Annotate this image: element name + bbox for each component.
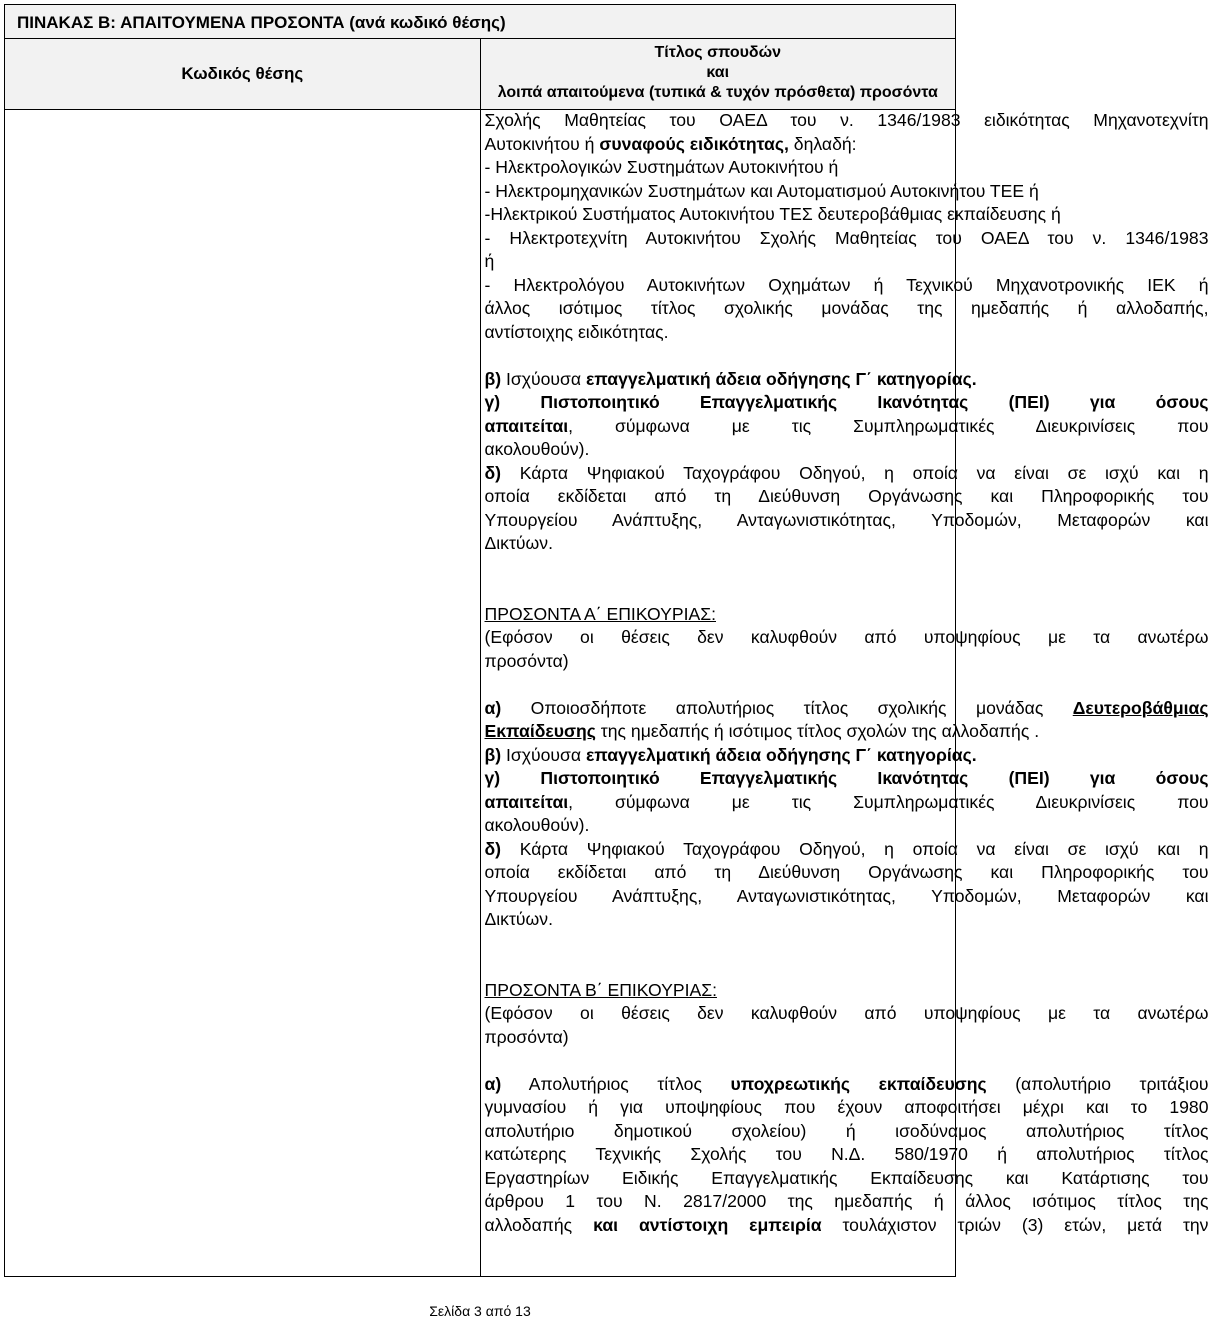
section-a-heading: ΠΡΟΣΟΝΤΑ Α΄ ΕΠΙΚΟΥΡΙΑΣ:: [484, 603, 716, 624]
section-b-item-a: γυμνασίου ή για υποψηφίους που έχουν αποφοιτήσει μέχρι και το 1980: [484, 1097, 1209, 1117]
section-a-item-b: β) Ισχύουσα επαγγελματική άδεια οδήγησης Γ΄ κατηγορίας.: [484, 744, 977, 765]
table-title-cell: [5, 5, 956, 39]
item-g-line: απαιτείται, σύμφωνα με τις Συμπληρωματικές Διευκρινίσεις που: [484, 415, 1209, 436]
section-a-item-d: Υπουργείου Ανάπτυξης, Ανταγωνιστικότητας, Υποδομών, Μεταφορών και: [484, 885, 1209, 906]
section-a-note: (Εφόσον οι θέσεις δεν καλυφθούν από υποψηφίους με τα ανωτέρω: [484, 627, 1209, 647]
section-a-item-g: ακολουθούν).: [484, 815, 590, 835]
text-line: - Ηλεκτρολογικών Συστημάτων Αυτοκινήτου ή: [484, 157, 839, 177]
text-line: -Ηλεκτρικού Συστήματος Αυτοκινήτου ΤΕΣ δευτεροβάθμιας εκπαίδευσης ή: [484, 204, 1061, 224]
text-line: άλλος ισότιμος τίτλος σχολικής μονάδας της ημεδαπής ή αλλοδαπής,: [484, 298, 1209, 318]
position-code-header-label: Κωδικός θέσης: [181, 64, 304, 83]
section-a-note: προσόντα): [484, 650, 569, 671]
section-b-item-a: κατώτερης Τεχνικής Σχολής του Ν.Δ. 580/1970 ή απολυτήριος τίτλος: [484, 1144, 1209, 1164]
qualifications-header-line1: Τίτλος σπουδών: [654, 44, 782, 61]
section-b-note: προσόντα): [484, 1026, 569, 1047]
section-a-item-a: Εκπαίδευσης της ημεδαπής ή ισότιμος τίτλος σχολών της αλλοδαπής .: [484, 721, 1040, 741]
section-a-item-d: οποία εκδίδεται από τη Διεύθυνση Οργάνωσης και Πληροφορικής του: [484, 862, 1209, 882]
text-line: Αυτοκινήτου ή συναφούς ειδικότητας, δηλαδή:: [484, 133, 857, 154]
text-line: αντίστοιχης ειδικότητας.: [484, 321, 669, 342]
page-number: Σελίδα 3 από 13: [429, 1303, 531, 1319]
item-b-license: β) Ισχύουσα επαγγελματική άδεια οδήγησης Γ΄ κατηγορίας.: [484, 368, 977, 389]
section-b-heading: ΠΡΟΣΟΝΤΑ Β΄ ΕΠΙΚΟΥΡΙΑΣ:: [484, 979, 717, 1000]
position-code-header: [5, 39, 481, 110]
qualifications-header-line3: λοιπά απαιτούμενα (τυπικά & τυχόν πρόσθετα) προσόντα: [497, 84, 938, 101]
text-line: - Ηλεκτροτεχνίτη Αυτοκινήτου Σχολής Μαθητείας του ΟΑΕΔ του ν. 1346/1983: [484, 227, 1209, 248]
section-b-item-a: αλλοδαπής και αντίστοιχη εμπειρία τουλάχιστον τριών (3) ετών, μετά την: [484, 1214, 1209, 1235]
section-b-item-a: α) Απολυτήριος τίτλος υποχρεωτικής εκπαίδευσης (απολυτήριο τριτάξιου: [484, 1073, 1209, 1094]
section-b-item-a: άρθρου 1 του Ν. 2817/2000 της ημεδαπής ή άλλος ισότιμος τίτλος της: [484, 1191, 1209, 1211]
position-code-cell: [5, 110, 481, 1277]
section-b-item-a: απολυτήριο δημοτικού σχολείου) ή ισοδύναμος απολυτήριος τίτλος: [484, 1120, 1209, 1141]
qualifications-header: [480, 39, 956, 110]
item-d-line: Δικτύων.: [484, 533, 553, 553]
item-d-line: δ) Κάρτα Ψηφιακού Ταχογράφου Οδηγού, η οποία να είναι σε ισχύ και η: [484, 462, 1209, 483]
item-d-line: Υπουργείου Ανάπτυξης, Ανταγωνιστικότητας, Υποδομών, Μεταφορών και: [484, 509, 1209, 530]
section-a-item-d: δ) Κάρτα Ψηφιακού Ταχογράφου Οδηγού, η οποία να είναι σε ισχύ και η: [484, 838, 1209, 859]
item-d-line: οποία εκδίδεται από τη Διεύθυνση Οργάνωσης και Πληροφορικής του: [484, 486, 1209, 506]
text-line: - Ηλεκτρομηχανικών Συστημάτων και Αυτοματισμού Αυτοκινήτου ΤΕΕ ή: [484, 180, 1039, 201]
text-line: ή: [484, 251, 495, 271]
item-g-line: ακολουθούν).: [484, 439, 590, 459]
qualifications-header-line2: και: [706, 64, 730, 81]
section-b-note: (Εφόσον οι θέσεις δεν καλυφθούν από υποψηφίους με τα ανωτέρω: [484, 1003, 1209, 1023]
table-title: ΠΙΝΑΚΑΣ Β: ΑΠΑΙΤΟΥΜΕΝΑ ΠΡΟΣΟΝΤΑ (ανά κωδικό θέσης): [17, 13, 506, 32]
text-line: Σχολής Μαθητείας του ΟΑΕΔ του ν. 1346/1983 ειδικότητας Μηχανοτεχνίτη: [484, 110, 1209, 130]
qualifications-cell: [480, 110, 1209, 1277]
item-g-line: γ) Πιστοποιητικό Επαγγελματικής Ικανότητας (ΠΕΙ) για όσους: [484, 392, 1209, 412]
section-b-item-a: Εργαστηρίων Ειδικής Επαγγελματικής Εκπαίδευσης και Κατάρτισης του: [484, 1167, 1209, 1188]
section-a-item-g: γ) Πιστοποιητικό Επαγγελματικής Ικανότητας (ΠΕΙ) για όσους: [484, 768, 1209, 788]
qualifications-table: [4, 4, 1209, 1277]
section-a-item-d: Δικτύων.: [484, 909, 553, 929]
qualifications-text: [485, 109, 1209, 1237]
section-a-item-a: α) Οποιοσδήποτε απολυτήριος τίτλος σχολικής μονάδας Δευτεροβάθμιας: [484, 697, 1209, 718]
section-a-item-g: απαιτείται, σύμφωνα με τις Συμπληρωματικές Διευκρινίσεις που: [484, 791, 1209, 812]
text-line: - Ηλεκτρολόγου Αυτοκινήτων Οχημάτων ή Τεχνικού Μηχανοτρονικής ΙΕΚ ή: [484, 274, 1209, 295]
